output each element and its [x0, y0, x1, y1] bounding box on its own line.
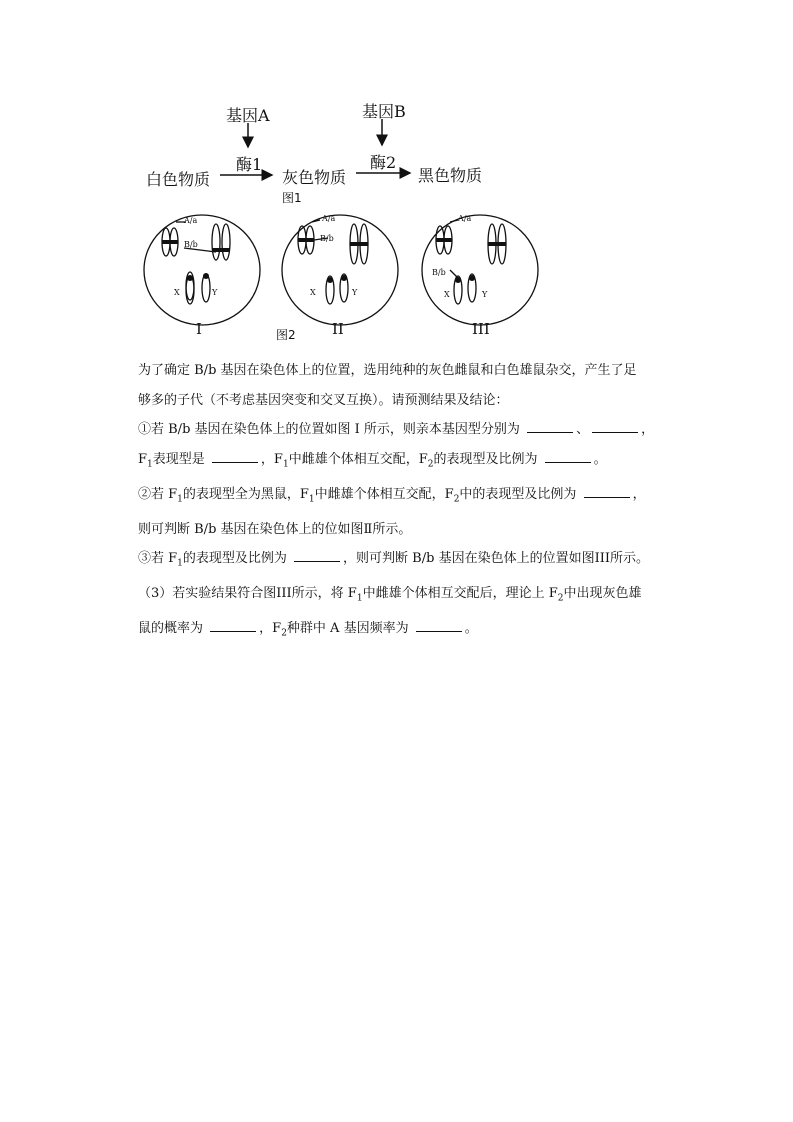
cell2-y-label: Y: [352, 288, 358, 297]
answer-blank[interactable]: [210, 619, 256, 632]
figure-1-caption: 图1: [282, 191, 302, 205]
answer-blank[interactable]: [584, 485, 630, 498]
cell3-bb-label: B/b: [432, 268, 446, 277]
cell1-y-label: Y: [212, 288, 218, 297]
cell2-x-label: X: [310, 288, 316, 297]
answer-blank[interactable]: [592, 420, 638, 433]
answer-blank[interactable]: [416, 619, 462, 632]
answer-blank[interactable]: [545, 450, 591, 463]
gray-substance: 灰色物质: [282, 168, 347, 187]
figure-1: [130, 95, 510, 205]
intro-line-1: 为了确定 B/b 基因在染色体上的位置，选用纯种的灰色雌鼠和白色雄鼠杂交，产生了足: [138, 363, 637, 378]
black-substance: 黑色物质: [418, 166, 483, 185]
cell3-x-label: X: [444, 290, 450, 299]
question-2-line-1: ②若 $F_1$的表现型全为黑鼠，$F_1$中雌雄个体相互交配，$F_2$中的表现型及比例为 ，: [138, 486, 646, 505]
figure-2-caption: 图2: [276, 328, 296, 342]
cell1-x-label: X: [174, 288, 180, 297]
intro-line-2: 够多的子代（不考虑基因突变和交叉互换）。请预测结果及结论：: [138, 392, 509, 408]
answer-blank[interactable]: [294, 549, 340, 562]
question-text: [138, 356, 658, 649]
cell1-bb-label: B/b: [184, 240, 198, 249]
part-3-line-2: 鼠的概率为 ，$F_2$种群中 A 基因频率为 。: [138, 621, 478, 639]
gene-a-label: 基因A: [226, 106, 270, 125]
cell3-aa-label: A/a: [458, 214, 472, 223]
cell2-bb-label: B/b: [320, 234, 334, 243]
question-2-line-2: 则可判断 B/b 基因在染色体上的位如图Ⅱ所示。: [138, 521, 412, 537]
question-3-line: ③若 $F_1$的表现型及比例为 ，则可判断 B/b 基因在染色体上的位置如图III所示。: [138, 551, 649, 569]
enzyme2-label: 酶2: [370, 153, 397, 172]
gene-b-label: 基因B: [362, 102, 406, 121]
cell2-aa-label: A/a: [322, 214, 336, 223]
question-1-line-1: ①若 B/b 基因在染色体上的位置如图 I 所示，则亲本基因型分别为 、 ，: [138, 422, 655, 437]
cell-3-numeral: III: [472, 320, 490, 338]
cell-2-numeral: II: [332, 320, 344, 338]
figure-2: [140, 208, 550, 348]
part-3-line-1: （3）若实验结果符合图III所示，将 $F_1$中雌雄个体相互交配后，理论上 $F_2$中出现灰色雄: [138, 586, 642, 604]
cell-1: [144, 215, 260, 325]
question-1-line-2: $F_1$表现型是 ，$F_1$中雌雄个体相互交配，$F_2$的表现型及比例为 。: [138, 451, 607, 470]
enzyme1-label: 酶1: [236, 155, 263, 174]
answer-blank[interactable]: [212, 450, 258, 463]
cell3-y-label: Y: [482, 290, 488, 299]
answer-blank[interactable]: [527, 420, 573, 433]
white-substance: 白色物质: [146, 170, 211, 189]
cell-1-numeral: I: [196, 320, 202, 338]
cell1-aa-label: A/a: [184, 216, 198, 225]
